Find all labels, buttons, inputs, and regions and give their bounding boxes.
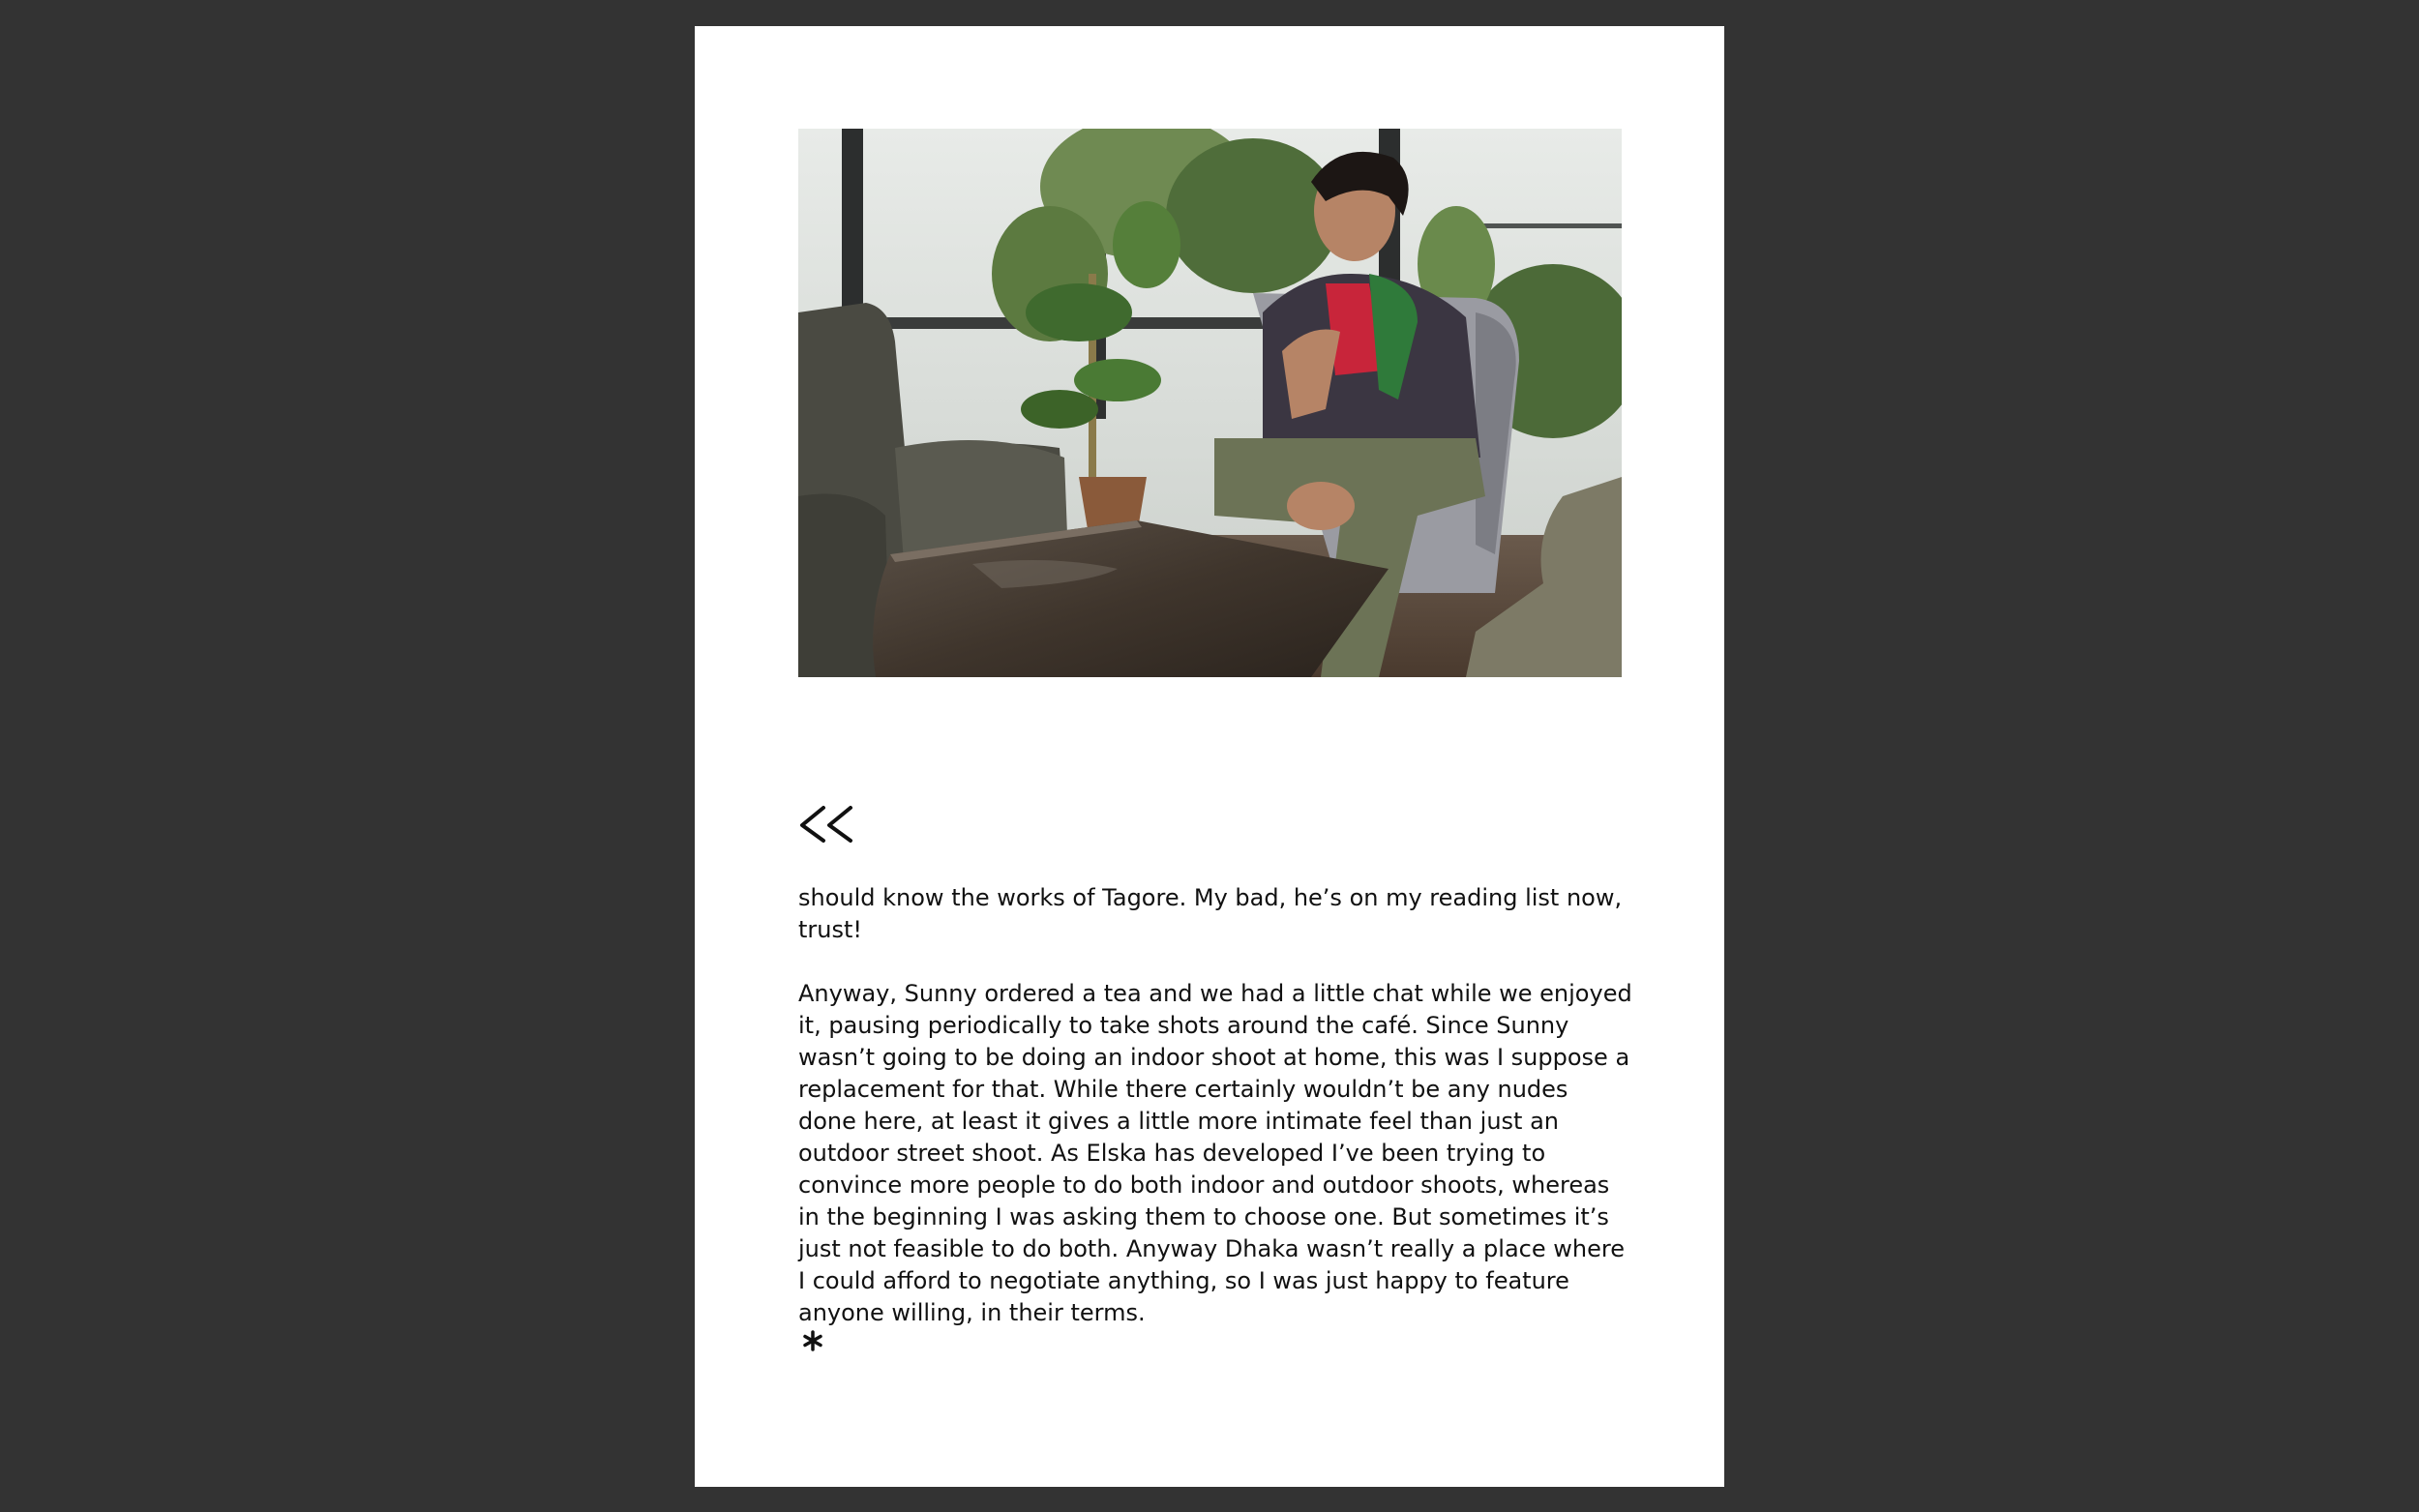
document-page — [695, 26, 1724, 1487]
paragraph: Anyway, Sunny ordered a tea and we had a little chat while we enjoyed it, pausing periodically to take shots around the café. Since Sunny wasn’t going to be doing an indoor shoot at home, this was I suppose a replacement for that. While there certainly wouldn’t be any nudes done here, at least it gives a little more intimate feel than just an outdoor street shoot. As Elska has developed I’ve been trying to convince more people to do both indoor and outdoor shoots, whereas in the beginning I was asking them to choose one. But sometimes it’s just not feasible to do both. Anyway Dhaka wasn’t really a place where I could afford to negotiate anything, so I was just happy to feature anyone willing, in their terms. — [798, 980, 1632, 1326]
article-body — [798, 882, 1632, 1361]
asterisk-icon — [801, 1329, 824, 1352]
paragraph: should know the works of Tagore. My bad, he’s on my reading list now, trust! — [798, 884, 1623, 943]
double-chevron-left-icon — [798, 800, 856, 848]
cafe-portrait-photo — [798, 129, 1622, 677]
